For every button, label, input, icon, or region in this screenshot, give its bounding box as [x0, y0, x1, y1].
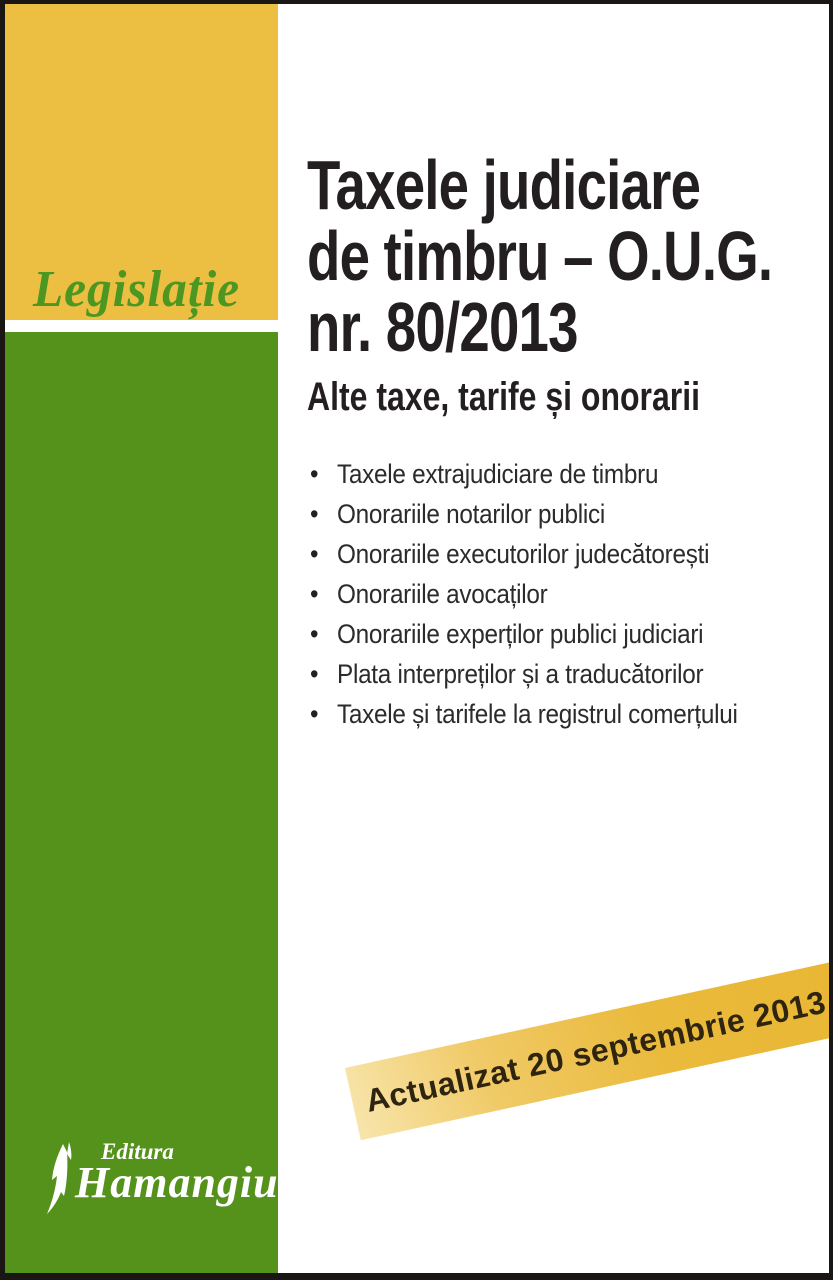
bullet-icon: • [310, 618, 319, 649]
topic-label: Onorariile notarilor publici [337, 498, 605, 529]
list-item [310, 654, 814, 694]
title-line-2: de timbru – O.U.G. [307, 217, 773, 295]
bullet-icon: • [310, 698, 319, 729]
quill-icon [43, 1142, 77, 1230]
update-banner [345, 962, 829, 1140]
bullet-icon: • [310, 578, 319, 609]
series-band-yellow [5, 4, 278, 320]
list-item [310, 574, 814, 614]
book-cover [5, 4, 829, 1273]
topics-list [310, 454, 814, 734]
publisher-line-hamangiu: Hamangiu [75, 1158, 279, 1207]
update-banner-text: Actualizat 20 septembrie 2013 [362, 983, 829, 1119]
list-item [310, 614, 814, 654]
topic-label: Taxele extrajudiciare de timbru [337, 458, 659, 489]
book-subtitle: Alte taxe, tarife și onorarii [307, 375, 701, 419]
topic-label: Taxele și tarifele la registrul comerțului [337, 698, 738, 729]
topic-label: Onorariile avocaților [337, 578, 548, 609]
title-line-1: Taxele judiciare [307, 146, 701, 224]
publisher-line-editura: Editura [101, 1139, 174, 1164]
publisher-name [75, 1140, 279, 1206]
bullet-icon: • [310, 458, 319, 489]
list-item [310, 494, 814, 534]
topic-label: Onorariile experților publici judiciari [337, 618, 704, 649]
bullet-icon: • [310, 658, 319, 689]
list-item [310, 534, 814, 574]
book-title [307, 146, 773, 366]
topic-label: Onorariile executorilor judecătorești [337, 538, 710, 569]
series-label: Legislație [33, 261, 241, 318]
publisher-logo [43, 1139, 279, 1232]
list-item [310, 454, 814, 494]
series-band-green [5, 332, 278, 1273]
topic-label: Plata interpreților și a traducătorilor [337, 658, 704, 689]
title-line-3: nr. 80/2013 [307, 288, 578, 366]
bullet-icon: • [310, 538, 319, 569]
bullet-icon: • [310, 498, 319, 529]
list-item [310, 694, 814, 734]
